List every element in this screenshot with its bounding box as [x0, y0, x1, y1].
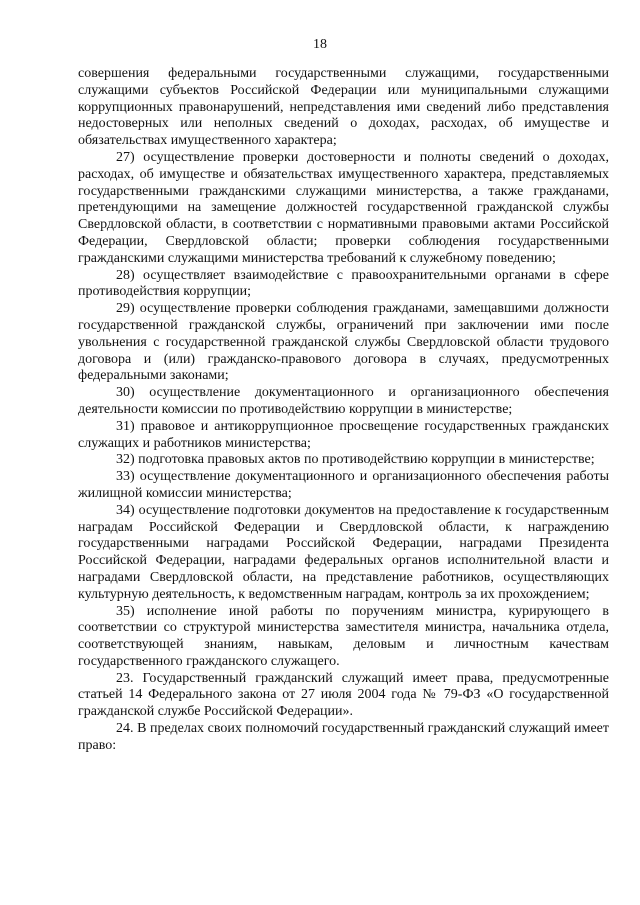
paragraph: 29) осуществление проверки соблюдения гражданами, замещавшими должности государственной гражданской службы, ограничений при заключении ими после увольнения с государственной гражданской службы Свердловской области трудового договора и (или) гражданско-правового договора в случаях, предусмотренных федеральными законами; [78, 301, 609, 384]
page-number: 18 [313, 37, 327, 52]
paragraph: 33) осуществление документационного и организационного обеспечения работы жилищной комиссии министерства; [78, 469, 609, 501]
paragraph: 35) исполнение иной работы по поручениям министра, курирующего в соответствии со структурой министерства заместителя министра, начальника отдела, соответствующей знаниям, навыкам, деловым и личностным качествам государственного гражданского служащего. [78, 603, 609, 669]
paragraph: 23. Государственный гражданский служащий имеет права, предусмотренные статьей 14 Федерального закона от 27 июля 2004 года № 79-ФЗ «О государственной гражданской службе Российской Федерации». [78, 670, 609, 720]
paragraph: 28) осуществляет взаимодействие с правоохранительными органами в сфере противодействия коррупции; [78, 267, 609, 300]
paragraph: 31) правовое и антикоррупционное просвещение государственных гражданских служащих и работников министерства; [78, 418, 609, 451]
paragraph: 34) осуществление подготовки документов на предоставление к государственным наградам Российской Федерации и Свердловской области, к награждению государственными наградами Российской Федерации, наградами Президента Российской Федерации, наградами федеральных органов исполнительной власти и наградами Свердловской области, на представление работников, осуществляющих культурную деятельность, к ведомственным наградам, контроль за их прохождением; [78, 502, 609, 602]
paragraph: 30) осуществление документационного и организационного обеспечения деятельности комиссии по противодействию коррупции в министерстве; [78, 385, 609, 417]
paragraph: 32) подготовка правовых актов по противодействию коррупции в министерстве; [116, 452, 595, 468]
paragraph: совершения федеральными государственными служащими, государственными служащими субъектов Российской Федерации или муниципальными служащими коррупционных правонарушений, непредставления ими сведений либо представления недостоверных или неполных сведений о доходах, расходах, об имуществе и обязательствах имущественного характера; [78, 66, 609, 149]
document-body [78, 66, 609, 755]
paragraph: 27) осуществление проверки достоверности и полноты сведений о доходах, расходах, об имуществе и обязательствах имущественного характера, представляемых государственными гражданскими служащими министерства, а также гражданами, претендующими на замещение должностей государственной гражданской службы Свердловской области, в соответствии с нормативными правовыми актами Российской Федерации, Свердловской области; проверки соблюдения государственными гражданскими служащими министерства требований к служебному поведению; [78, 149, 609, 266]
paragraph: 24. В пределах своих полномочий государственный гражданский служащий имеет право: [78, 721, 609, 753]
